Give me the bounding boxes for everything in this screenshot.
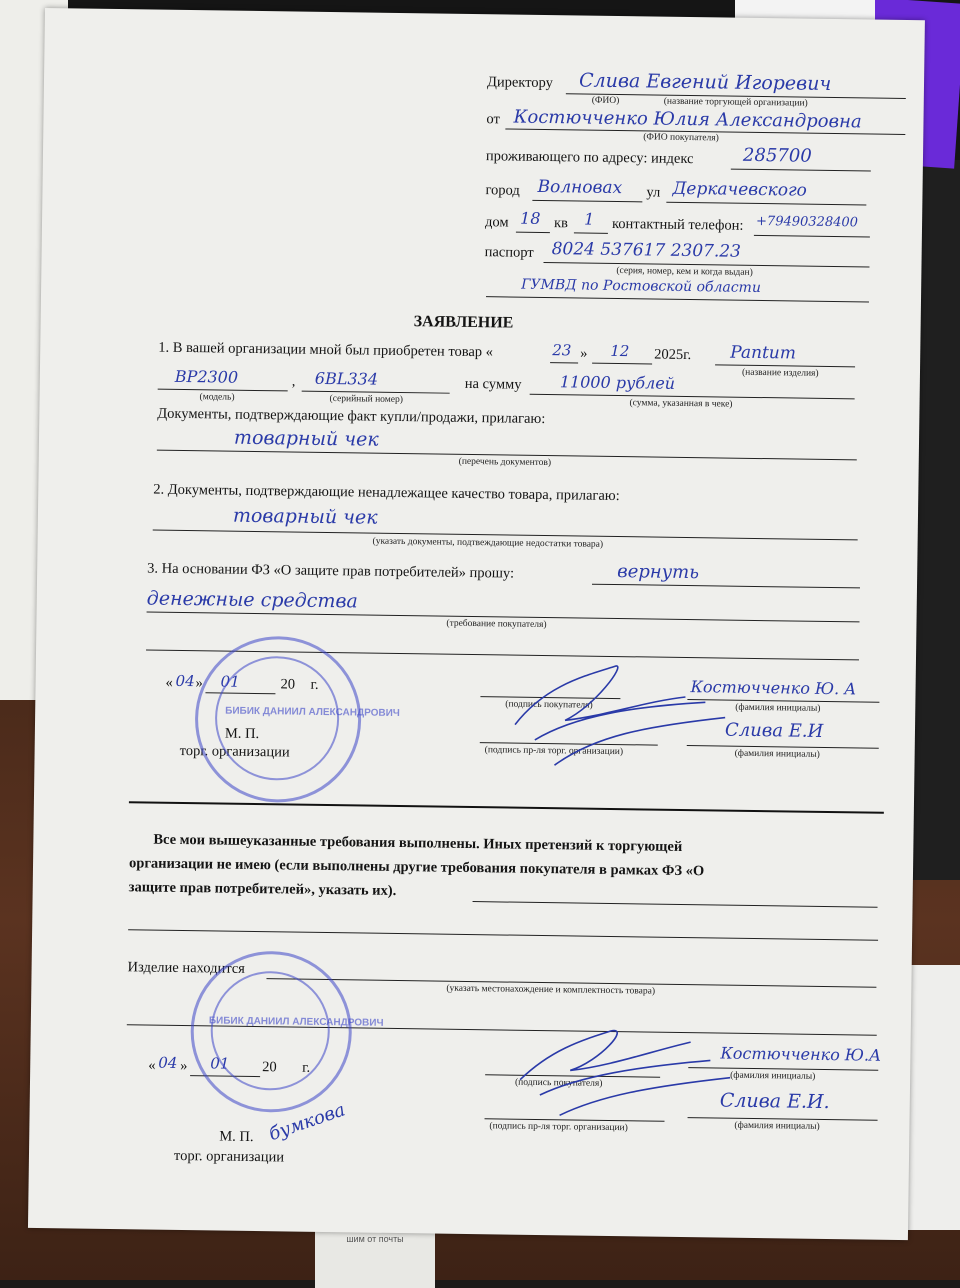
passport-caption: (серия, номер, кем и когда выдан): [616, 266, 753, 278]
sign2-quote-close: »: [180, 1057, 188, 1075]
sign2-seller-caption: (подпись пр-ля торг. организации): [489, 1121, 628, 1134]
bottom-line2: организации не имею (если выполнены другие требования покупателя в рамках ФЗ «О: [128, 855, 705, 880]
sign2-handwritten-note: бумкова: [266, 1099, 348, 1146]
stamp-1-text: БИБИК ДАНИИЛ АЛЕКСАНДРОВИЧ: [225, 705, 400, 720]
bottom-line1: Все мои вышеуказанные требования выполнены. Иных претензий к торгующей: [153, 831, 683, 855]
from-label: от: [486, 111, 501, 128]
street-line: [666, 202, 866, 206]
s2-value: товарный чек: [232, 504, 378, 529]
bottom-line3: защите прав потребителей», указать их).: [128, 879, 397, 899]
s1-model: BP2300: [174, 366, 239, 387]
sign2-org: торг. организации: [173, 1147, 285, 1166]
sign1-quote-open: «: [165, 674, 173, 691]
apt-value: 1: [583, 209, 595, 229]
sign2-buyer-name: Костючченко Ю.А: [720, 1043, 882, 1065]
sign1-seller-name-caption: (фамилия инициалы): [734, 748, 820, 760]
phone-label: контактный телефон:: [611, 215, 744, 234]
claim-form-sheet: [28, 8, 925, 1240]
s1-month: 12: [610, 341, 630, 361]
apt-label: кв: [553, 215, 569, 232]
sign1-mp: М. П.: [224, 725, 260, 743]
s1-day-line: [550, 362, 578, 363]
city-line: [532, 200, 642, 203]
s1-model-line: [158, 389, 288, 392]
section2-text: 2. Документы, подтверждающие ненадлежащее качество товара, прилагаю:: [153, 481, 620, 505]
phone-value: +79490328400: [755, 213, 859, 231]
bottom-line3-blank: [473, 901, 878, 908]
s1-serial-caption: (серийный номер): [329, 394, 403, 406]
sign2-seller-name-caption: (фамилия инициалы): [734, 1120, 820, 1132]
s1-docs-label: Документы, подтверждающие факт купли/продажи, прилагаю:: [157, 405, 546, 428]
passport-line-2: [486, 296, 869, 302]
passport-label: паспорт: [484, 244, 534, 261]
director-label: Директору: [486, 74, 554, 92]
sign1-buyer-caption: (подпись покупателя): [505, 699, 593, 711]
s2-caption: (указать документы, подтвеждающие недостатки товара): [372, 536, 604, 550]
s1-model-caption: (модель): [199, 392, 235, 403]
s3-caption: (требование покупателя): [446, 618, 547, 631]
s3-value-2: денежные средства: [146, 587, 358, 613]
under-paper: шим от почты: [315, 1228, 435, 1288]
phone-line: [754, 235, 870, 238]
sign2-year-suffix: г.: [302, 1059, 311, 1076]
sign1-seller-caption: (подпись пр-ля торг. организации): [484, 745, 624, 758]
sign2-month: 01: [210, 1054, 230, 1073]
sign1-name-caption: (фамилия инициалы): [735, 702, 821, 714]
s1-serial-line: [302, 391, 450, 394]
s1-day: 23: [552, 341, 572, 360]
s1-product-line: [715, 364, 855, 367]
sign2-quote-open: «: [148, 1057, 156, 1074]
sign1-day: 04: [175, 671, 195, 691]
index-line: [731, 169, 871, 172]
sign2-buyer-caption: (подпись покупателя): [514, 1077, 603, 1089]
item-caption: (указать местонахождение и комплектность товара): [446, 983, 656, 997]
s1-month-line: [592, 363, 652, 365]
sign1-year: 20: [280, 676, 296, 693]
s1-sum: 11000 рублей: [559, 372, 676, 393]
street-label: ул: [646, 184, 661, 201]
address-label: проживающего по адресу: индекс: [485, 148, 694, 168]
index-value: 285700: [742, 144, 812, 167]
s1-docs-caption: (перечень документов): [458, 456, 552, 469]
sign2-mp: М. П.: [219, 1128, 254, 1146]
s1-product: Pantum: [730, 342, 797, 364]
stamp-2-text: БИБИК ДАНИИЛ АЛЕКСАНДРОВИЧ: [208, 1015, 384, 1029]
s1-sum-label: на сумму: [464, 375, 522, 393]
right-paper: [905, 965, 960, 1230]
sign1-quote-close: »: [195, 675, 203, 692]
from-value: Костючченко Юлия Александровна: [513, 106, 862, 133]
house-label: дом: [484, 214, 509, 231]
sign2-seller-name: Слива Е.И.: [719, 1089, 830, 1114]
s1-serial: 6BL334: [314, 368, 379, 389]
sign1-year-suffix: г.: [310, 676, 319, 693]
document-title: ЗАЯВЛЕНИЕ: [413, 313, 514, 332]
bottom-blank-line: [128, 929, 878, 940]
sign2-name-caption: (фамилия инициалы): [730, 1070, 816, 1082]
city-value: Волновах: [537, 176, 623, 199]
sign2-day: 04: [158, 1053, 178, 1072]
passport-issuer: ГУМВД по Ростовской области: [521, 276, 762, 297]
s3-value-1: вернуть: [617, 561, 700, 584]
house-line: [516, 232, 550, 233]
sign1-month: 01: [220, 672, 240, 691]
director-caption-org: (название торгующей организации): [663, 96, 808, 109]
sign1-buyer-name: Костючченко Ю. А: [690, 677, 857, 699]
passport-value: 8024 537617 2307.23: [551, 239, 742, 262]
sign1-org: торг. организации: [179, 742, 290, 761]
signature-2: [489, 999, 751, 1133]
from-caption: (ФИО покупателя): [643, 132, 719, 144]
s1-year: 2025г.: [654, 346, 692, 364]
s3-line-1: [592, 584, 860, 589]
apt-line: [574, 232, 608, 233]
director-value: Слива Евгений Игоревич: [578, 69, 832, 95]
section1-text: 1. В вашей организации мной был приобретен товар «: [158, 339, 494, 361]
sign2-year: 20: [262, 1059, 277, 1076]
s1-quote: »: [580, 345, 588, 362]
signature-1: [474, 644, 756, 788]
item-label: Изделие находится: [127, 959, 246, 977]
s1-product-caption: (название изделия): [741, 367, 819, 379]
street-value: Деркачевского: [672, 178, 807, 201]
sign1-seller-name: Слива Е.И: [724, 719, 824, 742]
s1-comma: ,: [291, 373, 296, 390]
section3-text: 3. На основании ФЗ «О защите прав потребителей» прошу:: [147, 560, 515, 582]
divider: [129, 801, 884, 814]
city-label: город: [485, 182, 520, 199]
house-value: 18: [519, 208, 541, 228]
director-caption-fio: (ФИО): [591, 95, 620, 107]
s1-docs: товарный чек: [233, 426, 379, 451]
s1-sum-caption: (сумма, указанная в чеке): [629, 398, 733, 410]
